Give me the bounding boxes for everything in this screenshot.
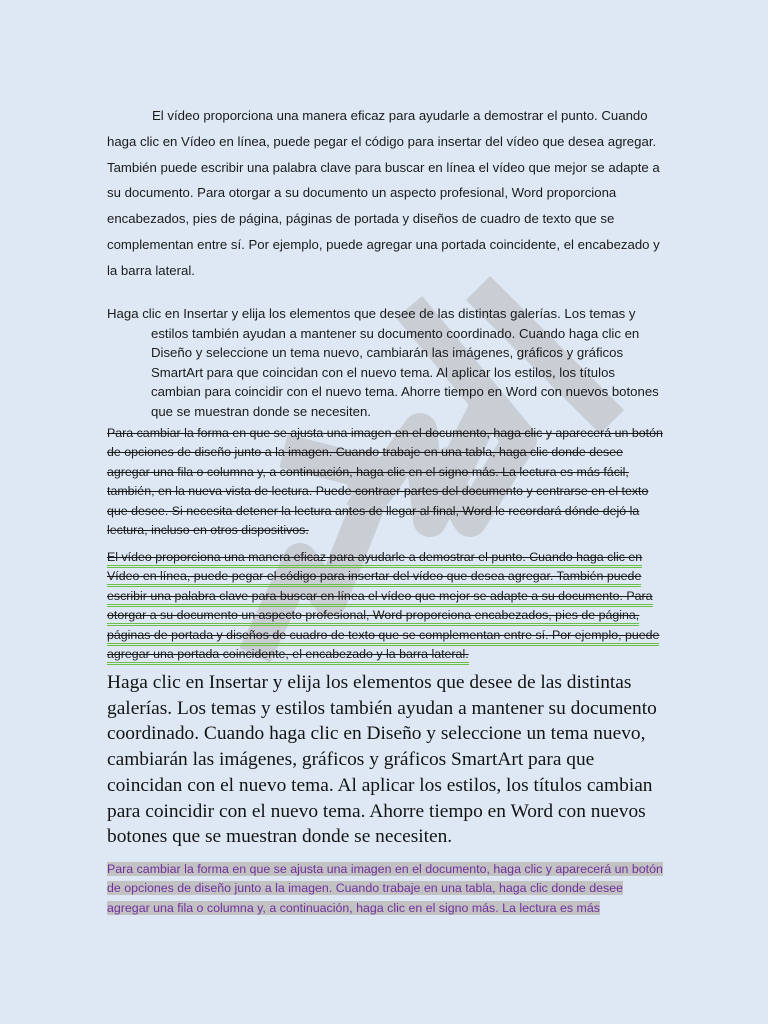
paragraph-indented-intro: El vídeo proporciona una manera eficaz para ayudarle a demostrar el punto. Cuando haga clic en Vídeo en línea, puede pegar el código para insertar del vídeo que desea agregar. También puede escribir una palabra clave para buscar en línea el vídeo que mejor se adapte a su documento. Para otorgar a su documento un aspecto profesional, Word proporciona encabezados, pies de página, páginas de portada y diseños de cuadro de texto que se complementan entre sí. Por ejemplo, puede agregar una portada coincidente, el encabezado y la barra lateral. (107, 108, 660, 278)
paragraph-hanging-indent: Haga clic en Insertar y elija los elementos que desee de las distintas galerías. Los temas y estilos también ayudan a mantener su documento coordinado. Cuando haga clic en Diseño y seleccione un tema nuevo, cambiarán las imágenes, gráficos y gráficos SmartArt para que coincidan con el nuevo tema. Al aplicar los estilos, los títulos cambian para coincidir con el nuevo tema. Ahorre tiempo en Word con nuevos botones que se muestran donde se necesiten. (107, 306, 659, 419)
paragraph-serif-large: Haga clic en Insertar y elija los elementos que desee de las distintas galerías. Los temas y estilos también ayudan a mantener su documento coordinado. Cuando haga clic en Diseño y seleccione un tema nuevo, cambiarán las imágenes, gráficos y gráficos SmartArt para que coincidan con el nuevo tema. Al aplicar los estilos, los títulos cambian para coincidir con el nuevo tema. Ahorre tiempo en Word con nuevos botones que se muestran donde se necesiten. (107, 672, 657, 848)
paragraph-highlighted-text: Para cambiar la forma en que se ajusta una imagen en el documento, haga clic y aparecerá un botón de opciones de diseño junto a la imagen. Cuando trabaje en una tabla, haga clic donde desee agregar una fila o columna y, a continuación, haga clic en el signo más. La lectura es más (107, 862, 663, 915)
paragraph-strikethrough-double-underline (107, 548, 663, 664)
paragraph-strikethrough: Para cambiar la forma en que se ajusta una imagen en el documento, haga clic y aparecerá un botón de opciones de diseño junto a la imagen. Cuando trabaje en una tabla, haga clic donde desee agregar una fila o columna y, a continuación, haga clic en el signo más. La lectura es más fácil, también, en la nueva vista de lectura. Puede contraer partes del documento y centrarse en el texto que desee. Si necesita detener la lectura antes de llegar al final, Word le recordará dónde dejó la lectura, incluso en otros dispositivos. (107, 426, 663, 538)
paragraph-highlighted (107, 860, 663, 918)
paragraph-strikethrough-double-underline-text: El vídeo proporciona una manera eficaz para ayudarle a demostrar el punto. Cuando haga clic en Vídeo en línea, puede pegar el código para insertar del vídeo que desea agregar. También puede escribir una palabra clave para buscar en línea el vídeo que mejor se adapte a su documento. Para otorgar a su documento un aspecto profesional, Word proporciona encabezados, pies de página, páginas de portada y diseños de cuadro de texto que se complementan entre sí. Por ejemplo, puede agregar una portada coincidente, el encabezado y la barra lateral. (107, 550, 659, 665)
